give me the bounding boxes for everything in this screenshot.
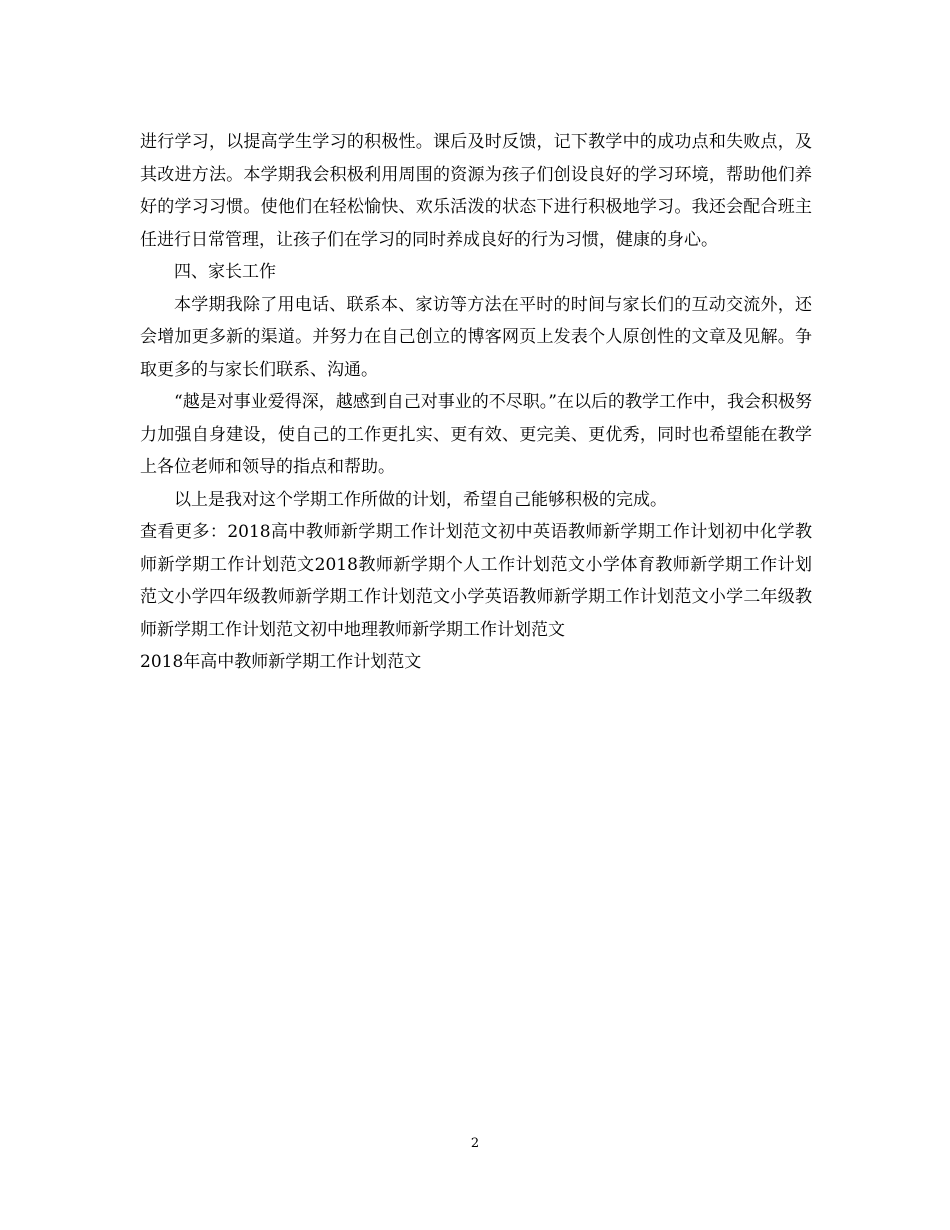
see-more-link-5[interactable]: 小学体育教师新学期工作计划范文 <box>140 554 813 607</box>
see-more-link-2[interactable]: 初中英语教师新学期工作计划 <box>498 522 726 542</box>
paragraph-parent-communication: 本学期我除了用电话、联系本、家访等方法在平时的时间与家长们的互动交流外，还会增加更多新的渠道。并努力在自己创立的博客网页上发表个人原创性的文章及见解。争取更多的与家长们联系、沟通。 <box>140 294 812 380</box>
paragraph-quote-commitment: “越是对事业爱得深，越感到自己对事业的不尽职。”在以后的教学工作中，我会积极努力加强自身建设，使自己的工作更扎实、更有效、更完美、更优秀，同时也希望能在教学上各位老师和领导的指点和帮助。 <box>140 392 812 477</box>
see-more-link-3[interactable]: 初中化学教师新学期工作计划范文 <box>140 522 813 575</box>
paragraph-learning-environment: 进行学习，以提高学生学习的积极性。课后及时反馈，记下教学中的成功点和失败点，及其改进方法。本学期我会积极利用周围的资源为孩子们创设良好的学习环境，帮助他们养好的学习习惯。使他们在轻松愉快、欢乐活泼的状态下进行积极地学习。我还会配合班主任进行日常管理，让孩子们在学习的同时养成良好的行为习惯，健康的身心。 <box>140 132 812 250</box>
page-number: 2 <box>470 1136 480 1151</box>
see-more-link-6[interactable]: 小学四年级教师新学期工作计划范文 <box>174 587 451 607</box>
see-more-link-9[interactable]: 初中地理教师新学期工作计划范文 <box>310 619 565 640</box>
see-more-label: 查看更多： <box>140 522 228 542</box>
document-body <box>140 126 812 679</box>
see-more-link-4[interactable]: 2018教师新学期个人工作计划范文 <box>314 554 586 575</box>
section-heading-parent-work: 四、家长工作 <box>174 262 276 282</box>
see-more-link-7[interactable]: 小学英语教师新学期工作计划范文 <box>450 587 709 607</box>
see-more-link-1[interactable]: 2018高中教师新学期工作计划范文 <box>227 522 499 542</box>
see-more-link-10[interactable]: 2018年高中教师新学期工作计划范文 <box>140 652 422 672</box>
paragraph-conclusion: 以上是我对这个学期工作所做的计划，希望自己能够积极的完成。 <box>174 489 667 510</box>
see-more-link-8[interactable]: 小学二年级教师新学期工作计划范文 <box>140 587 813 640</box>
see-more-section <box>140 516 812 679</box>
